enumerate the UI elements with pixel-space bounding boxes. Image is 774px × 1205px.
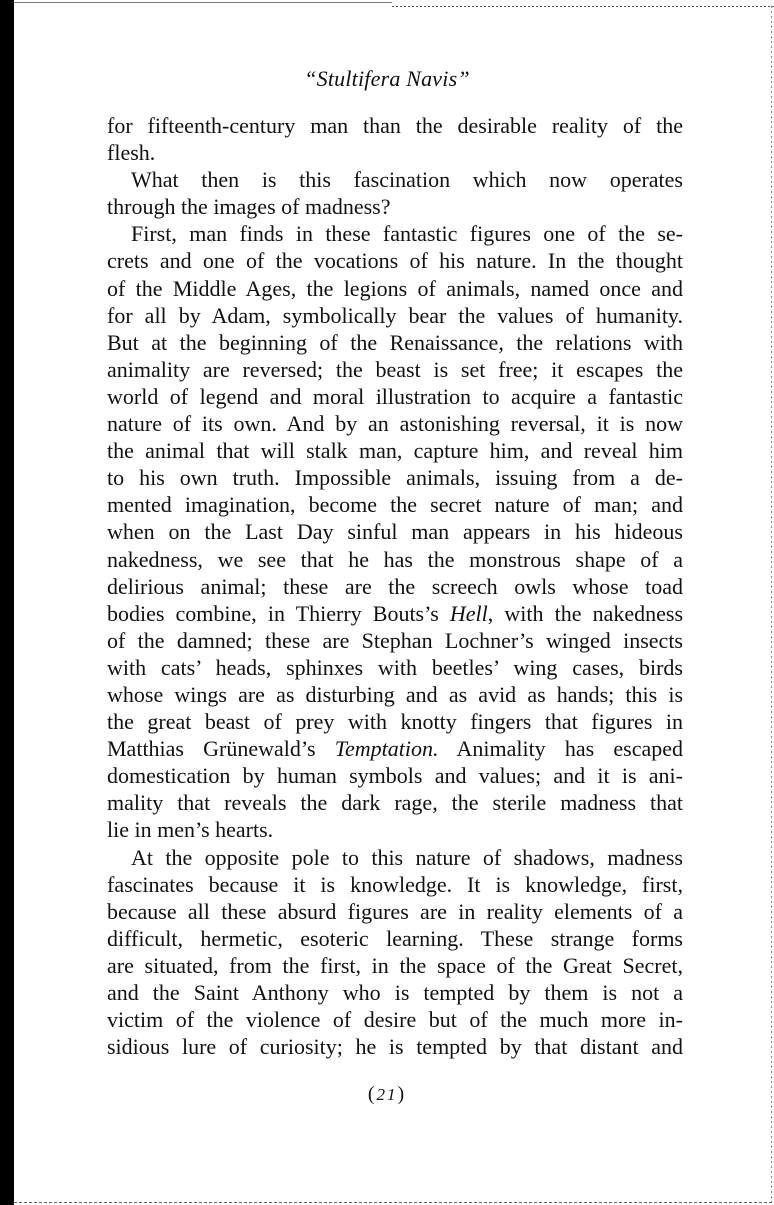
- text-line: [107, 952, 683, 979]
- text-line: [107, 600, 683, 627]
- text-line: [107, 627, 683, 654]
- text-line: [107, 816, 683, 843]
- text-line: [107, 193, 683, 220]
- text-segment: crets and one of the vocations of his nature. In the thought: [107, 248, 683, 274]
- text-segment: with cats’ heads, sphinxes with beetles’ wing cases, birds: [107, 654, 683, 680]
- text-line: [107, 329, 683, 356]
- text-segment: through the images of madness?: [107, 194, 391, 220]
- text-segment: for fifteenth-century man than the desirable reality of the: [107, 113, 683, 138]
- text-segment: What then is this fascination which now operates: [131, 167, 683, 193]
- text-line: [107, 112, 683, 139]
- text-line: [107, 491, 683, 518]
- text-segment: First, man finds in these fantastic figures one of the se-: [131, 221, 683, 247]
- scan-bottom-rule: [14, 1202, 774, 1203]
- text-segment: Animality has escaped: [438, 736, 683, 762]
- text-segment: whose wings are as disturbing and as avid as hands; this is: [107, 681, 683, 707]
- text-segment: nature of its own. And by an astonishing reversal, it is now: [107, 411, 683, 437]
- text-line: [107, 220, 683, 247]
- text-segment: of the Middle Ages, the legions of animals, named once and: [107, 275, 683, 301]
- italic-title: Temptation.: [334, 736, 439, 762]
- scan-right-rule: [771, 6, 772, 1205]
- scan-top-rule-left: [14, 2, 392, 3]
- text-line: [107, 275, 683, 302]
- body-text: [107, 112, 683, 1060]
- text-segment: delirious animal; these are the screech owls whose toad: [107, 573, 683, 599]
- text-segment: fascinates because it is knowledge. It is knowledge, first,: [107, 871, 683, 897]
- page-number: [0, 1083, 774, 1106]
- text-segment: nakedness, we see that he has the monstrous shape of a: [107, 546, 683, 572]
- page-number-close: ): [397, 1083, 407, 1105]
- text-line: [107, 708, 683, 735]
- text-segment: to his own truth. Impossible animals, issuing from a de-: [107, 465, 683, 491]
- text-segment: animality are reversed; the beast is set free; it escapes the: [107, 356, 683, 382]
- text-segment: flesh.: [107, 140, 156, 166]
- text-segment: because all these absurd figures are in reality elements of a: [107, 898, 683, 924]
- text-line: [107, 573, 683, 600]
- text-line: [107, 925, 683, 952]
- scan-left-edge: [0, 0, 14, 1205]
- text-line: [107, 1033, 683, 1060]
- text-segment: sidious lure of curiosity; he is tempted by that distant and: [107, 1034, 683, 1060]
- italic-title: Hell: [449, 600, 488, 626]
- running-head: “Stultifera Navis”: [304, 66, 470, 91]
- text-segment: , with the nakedness: [487, 600, 684, 626]
- text-segment: of the damned; these are Stephan Lochner’s winged insects: [107, 627, 683, 653]
- text-line: [107, 383, 683, 410]
- text-line: [107, 139, 683, 166]
- text-segment: when on the Last Day sinful man appears in his hideous: [107, 519, 683, 545]
- text-line: [107, 437, 683, 464]
- text-line: [107, 898, 683, 925]
- text-segment: victim of the violence of desire but of the much more in-: [107, 1007, 683, 1033]
- text-segment: Matthias Grünewald’s: [107, 736, 335, 762]
- text-line: [107, 546, 683, 573]
- text-segment: world of legend and moral illustration to acquire a fantastic: [107, 383, 683, 409]
- text-line: [107, 681, 683, 708]
- text-line: [107, 410, 683, 437]
- text-segment: At the opposite pole to this nature of shadows, madness: [131, 844, 683, 870]
- text-segment: difficult, hermetic, esoteric learning. These strange forms: [107, 925, 683, 951]
- text-segment: bodies combine, in Thierry Bouts’s: [107, 600, 450, 626]
- text-line: [107, 844, 683, 871]
- text-segment: the animal that will stalk man, capture him, and reveal him: [107, 438, 683, 464]
- text-segment: domestication by human symbols and values; and it is ani-: [107, 763, 683, 789]
- text-segment: are situated, from the first, in the space of the Great Secret,: [107, 952, 683, 978]
- text-segment: But at the beginning of the Renaissance, the relations with: [107, 329, 683, 355]
- text-line: [107, 247, 683, 274]
- text-segment: lie in men’s hearts.: [107, 817, 274, 843]
- page-number-open: (: [367, 1083, 377, 1105]
- text-line: [107, 735, 683, 762]
- text-segment: and the Saint Anthony who is tempted by them is not a: [107, 980, 683, 1005]
- text-line: [107, 356, 683, 383]
- scan-top-rule: [392, 6, 774, 7]
- text-line: [107, 518, 683, 545]
- text-segment: mality that reveals the dark rage, the sterile madness that: [107, 790, 683, 816]
- text-line: [107, 789, 683, 816]
- text-segment: for all by Adam, symbolically bear the values of humanity.: [107, 302, 683, 328]
- page-number-value: 21: [376, 1085, 398, 1104]
- text-line: [107, 871, 683, 898]
- text-segment: the great beast of prey with knotty fingers that figures in: [107, 709, 683, 735]
- text-line: [107, 302, 683, 329]
- text-line: [107, 654, 683, 681]
- text-line: [107, 1006, 683, 1033]
- text-line: [107, 979, 683, 1006]
- text-line: [107, 762, 683, 789]
- text-line: [107, 166, 683, 193]
- text-segment: mented imagination, become the secret nature of man; and: [107, 492, 683, 518]
- text-line: [107, 464, 683, 491]
